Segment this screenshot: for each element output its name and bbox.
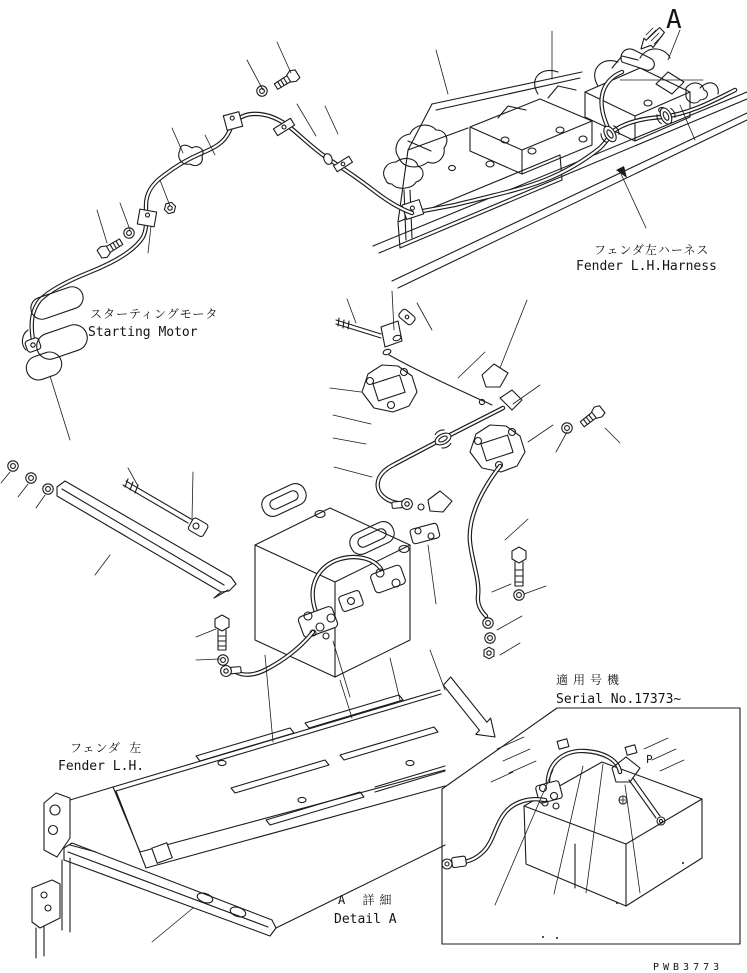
fender-label-en: Fender L.H. <box>58 759 145 774</box>
serial-callout <box>556 672 681 707</box>
view-a-letter: A <box>666 5 682 35</box>
harness-callout <box>576 166 717 274</box>
detail-p-marker: P <box>646 753 653 766</box>
fender-harness-assembly <box>384 49 735 248</box>
detail-label-jp: A 詳細 <box>338 893 397 907</box>
detail-label-en: Detail A <box>334 912 397 927</box>
serial-label-en: Serial No.17373~ <box>556 692 682 707</box>
harness-pointer-arrow-icon <box>616 166 627 178</box>
view-a-arrow-icon <box>641 28 664 50</box>
fender-harness-label-en: Fender L.H.Harness <box>576 259 717 274</box>
detail-inset-box <box>442 677 740 944</box>
fender-harness-label-jp: フェンダ左ハーネス <box>594 243 710 257</box>
fender-slots <box>196 695 445 825</box>
battery-mount-assembly <box>8 308 606 677</box>
detail-pointer-arrow-icon <box>443 677 495 737</box>
fender-callout <box>58 741 144 774</box>
starting-motor-callout <box>88 307 218 340</box>
fender-label-jp: フェンダ 左 <box>70 741 143 755</box>
drawing-number: PWB3773 <box>653 962 724 973</box>
view-a-marker <box>641 5 682 49</box>
starting-motor-label-en: Starting Motor <box>88 325 198 340</box>
starting-motor-label-jp: スターティングモータ <box>90 307 219 321</box>
serial-label-jp: 適用号機 <box>556 673 625 687</box>
